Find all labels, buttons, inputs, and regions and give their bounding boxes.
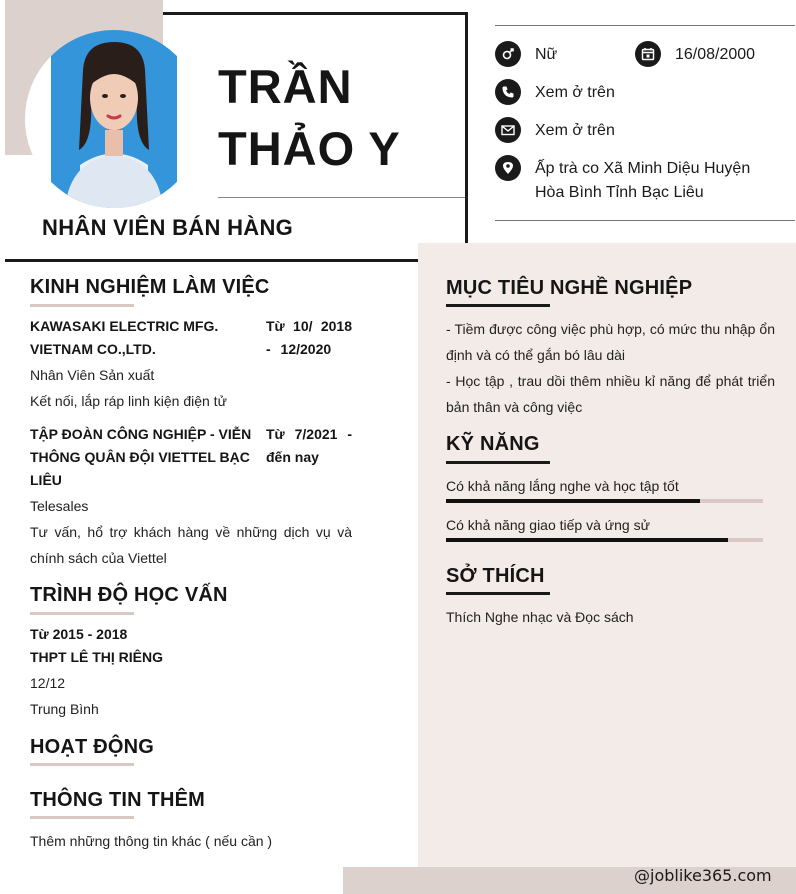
hobbies-underline bbox=[446, 592, 550, 595]
address-line-1: Ấp trà co Xã Minh Diệu Huyện bbox=[535, 160, 751, 177]
activities-title: HOẠT ĐỘNG bbox=[30, 736, 155, 758]
name-line-2: THẢO Y bbox=[218, 122, 401, 175]
experience-position-2: Telesales bbox=[30, 498, 89, 514]
job-title: NHÂN VIÊN BÁN HÀNG bbox=[42, 215, 294, 240]
education-title: TRÌNH ĐỘ HỌC VẤN bbox=[30, 584, 228, 606]
watermark: @joblike365.com bbox=[634, 866, 772, 885]
education-period: Từ 2015 - 2018 bbox=[30, 626, 128, 642]
skill-label-1: Có khả năng lắng nghe và học tập tốt bbox=[446, 478, 679, 494]
skill-label-2: Có khả năng giao tiếp và ứng sử bbox=[446, 517, 650, 533]
full-name bbox=[218, 56, 401, 180]
activities-underline bbox=[30, 763, 134, 766]
education-grade: 12/12 bbox=[30, 675, 66, 691]
gender-icon bbox=[495, 41, 521, 67]
objective-underline bbox=[446, 304, 550, 307]
skills-underline bbox=[446, 461, 550, 464]
contact-divider-top bbox=[495, 25, 795, 26]
location-icon bbox=[495, 155, 521, 181]
experience-company-2: TẬP ĐOÀN CÔNG NGHIỆP - VIỄN THÔNG QUÂN ĐỘI VIETTEL BẠC LIÊU bbox=[30, 426, 252, 488]
education-underline bbox=[30, 612, 134, 615]
phone-icon bbox=[495, 79, 521, 105]
experience-position-1: Nhân Viên Sản xuất bbox=[30, 367, 155, 383]
name-divider bbox=[218, 197, 465, 198]
objective-title: MỤC TIÊU NGHỀ NGHIỆP bbox=[446, 277, 693, 299]
calendar-icon bbox=[635, 41, 661, 67]
birthday-value: 16/08/2000 bbox=[675, 46, 756, 63]
contact-divider-bottom bbox=[495, 220, 795, 221]
experience-desc-2: Tư vấn, hổ trợ khách hàng về những dịch vụ và chính sách của Viettel bbox=[30, 524, 352, 566]
address bbox=[535, 157, 750, 205]
experience-company-1: KAWASAKI ELECTRIC MFG. VIETNAM CO.,LTD. bbox=[30, 318, 219, 357]
additional-text: Thêm những thông tin khác ( nếu cần ) bbox=[30, 833, 273, 849]
address-line-2: Hòa Bình Tỉnh Bạc Liêu bbox=[535, 184, 704, 201]
experience-period-1: Từ 10/ 2018 - 12/2020 bbox=[266, 318, 352, 357]
objective-text: - Tiềm được công việc phù hợp, có mức thu nhập ổn định và có thể gắn bó lâu dài - Học tập , trau dồi thêm nhiều kỉ năng để phát triển bản thân và công việc bbox=[446, 321, 775, 415]
email-icon bbox=[495, 117, 521, 143]
skill-bar-1 bbox=[446, 499, 763, 503]
phone-value: Xem ở trên bbox=[535, 84, 615, 101]
experience-underline bbox=[30, 304, 134, 307]
header-divider bbox=[5, 259, 418, 262]
additional-underline bbox=[30, 816, 134, 819]
experience-title: KINH NGHIỆM LÀM VIỆC bbox=[30, 276, 270, 298]
skill-bar-2-fill bbox=[446, 538, 728, 542]
hobbies-title: SỞ THÍCH bbox=[446, 565, 545, 587]
skills-title: KỸ NĂNG bbox=[446, 433, 540, 455]
email-value: Xem ở trên bbox=[535, 122, 615, 139]
name-line-1: TRẦN bbox=[218, 60, 353, 113]
skill-bar-1-fill bbox=[446, 499, 700, 503]
education-rank: Trung Bình bbox=[30, 701, 99, 717]
hobbies-text: Thích Nghe nhạc và Đọc sách bbox=[446, 609, 634, 625]
education-school: THPT LÊ THỊ RIÊNG bbox=[30, 649, 163, 665]
skill-bar-2 bbox=[446, 538, 763, 542]
gender-value: Nữ bbox=[535, 46, 558, 63]
additional-title: THÔNG TIN THÊM bbox=[30, 789, 206, 811]
experience-period-2: Từ 7/2021 - đến nay bbox=[266, 426, 352, 465]
experience-desc-1: Kết nối, lắp ráp linh kiện điện tử bbox=[30, 393, 227, 409]
